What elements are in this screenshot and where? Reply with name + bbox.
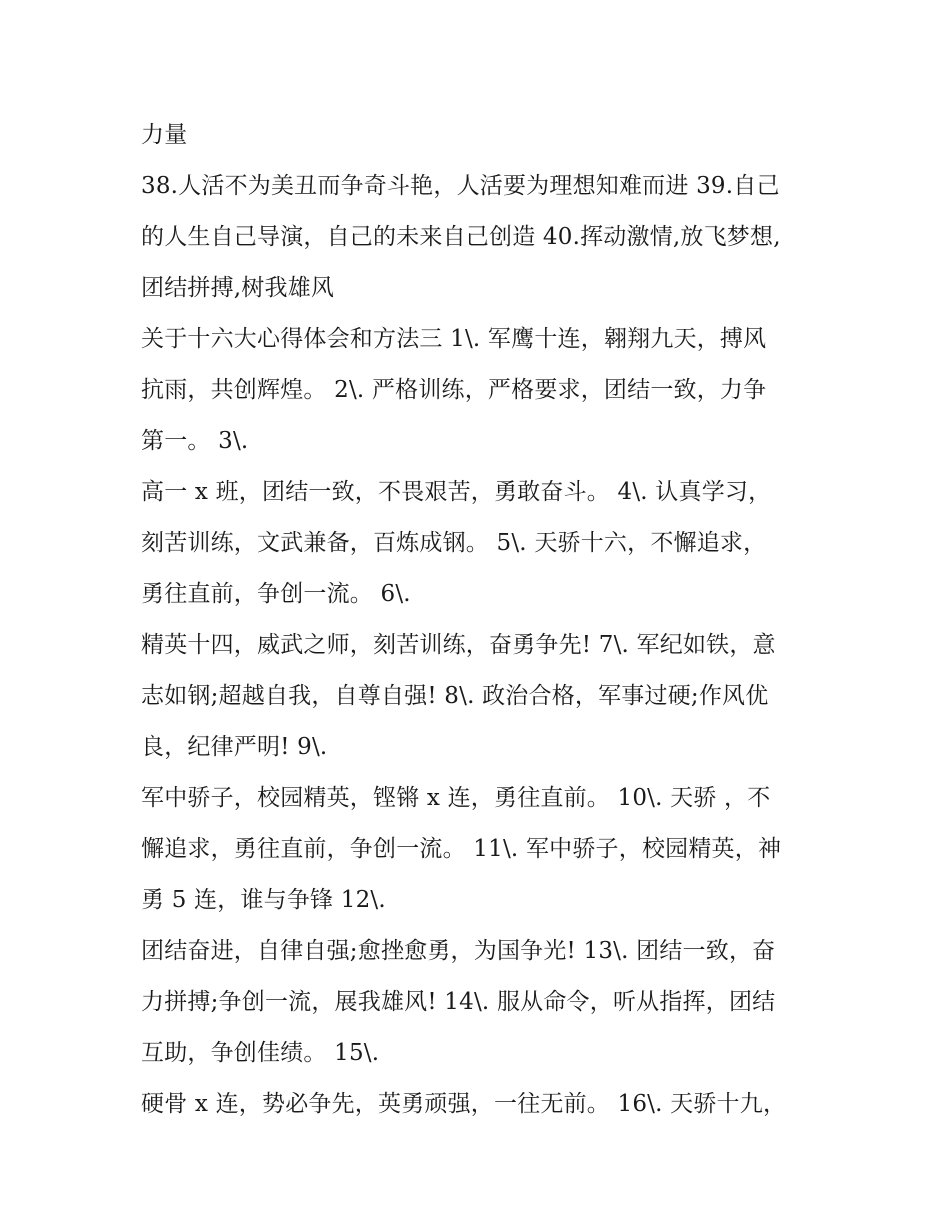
text-line: 38.人活不为美丑而争奇斗艳，人活要为理想知难而进 39.自己 <box>141 173 780 199</box>
paragraph <box>141 467 821 620</box>
text-line: 刻苦训练，文武兼备，百炼成钢。 5\. 天骄十六，不懈追求， <box>141 530 767 556</box>
paragraph <box>141 773 821 926</box>
paragraph <box>141 161 821 314</box>
text-line: 精英十四，威武之师，刻苦训练，奋勇争先! 7\. 军纪如铁，意 <box>141 632 776 658</box>
text-line: 志如钢;超越自我，自尊自强! 8\. 政治合格，军事过硬;作风优 <box>141 683 769 709</box>
paragraph <box>141 926 821 1079</box>
text-line: 的人生自己导演，自己的未来自己创造 40.挥动激情,放飞梦想, <box>141 224 781 250</box>
text-line: 军中骄子，校园精英，铿锵 x 连，勇往直前。 10\. 天骄 ，不 <box>141 785 771 811</box>
paragraph <box>141 110 821 161</box>
text-line: 懈追求，勇往直前，争创一流。 11\. 军中骄子，校园精英，神 <box>141 836 782 862</box>
document-body <box>141 110 821 1130</box>
text-line: 抗雨，共创辉煌。 2\. 严格训练，严格要求，团结一致，力争 <box>141 377 767 403</box>
paragraph <box>141 620 821 773</box>
text-line: 勇往直前，争创一流。 6\. <box>141 581 411 607</box>
paragraph <box>141 314 821 467</box>
text-line: 团结拼搏,树我雄风 <box>141 275 335 301</box>
text-line: 高一 x 班，团结一致，不畏艰苦，勇敢奋斗。 4\. 认真学习， <box>141 479 772 505</box>
text-line: 互助，争创佳绩。 15\. <box>141 1040 380 1066</box>
text-line: 良，纪律严明! 9\. <box>141 734 328 760</box>
text-line: 勇 5 连，谁与争锋 12\. <box>141 887 386 913</box>
text-line: 硬骨 x 连，势必争先，英勇顽强，一往无前。 16\. 天骄十九， <box>141 1091 787 1117</box>
text-line: 团结奋进，自律自强;愈挫愈勇，为国争光! 13\. 团结一致，奋 <box>141 938 776 964</box>
paragraph <box>141 1079 821 1130</box>
text-line: 关于十六大心得体会和方法三 1\. 军鹰十连，翱翔九天，搏风 <box>141 326 767 352</box>
text-line: 第一。 3\. <box>141 428 249 454</box>
text-line: 力量 <box>141 122 188 148</box>
text-line: 力拼搏;争创一流，展我雄风! 14\. 服从命令，听从指挥，团结 <box>141 989 776 1015</box>
